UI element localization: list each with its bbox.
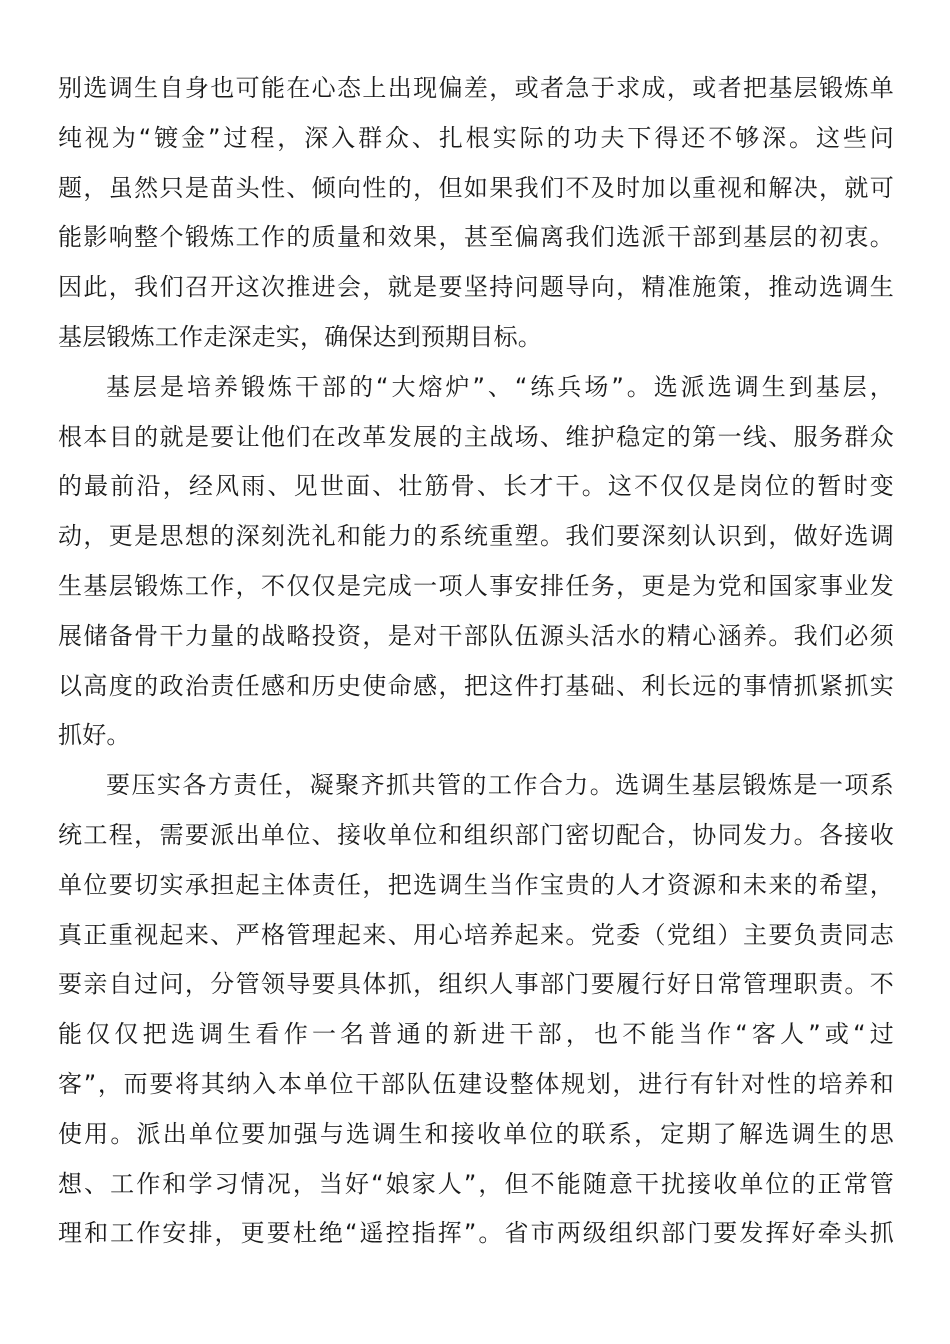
text-line: 纯视为“镀金”过程，深入群众、扎根实际的功夫下得还不够深。这些问 xyxy=(58,123,894,152)
text-line: 单位要切实承担起主体责任，把选调生当作宝贵的人才资源和未来的希望， xyxy=(58,870,894,899)
text-line: 题，虽然只是苗头性、倾向性的，但如果我们不及时加以重视和解决，就可 xyxy=(58,173,894,202)
text-line: 理和工作安排，更要杜绝“遥控指挥”。省市两级组织部门要发挥好牵头抓 xyxy=(58,1219,894,1248)
text-line: 真正重视起来、严格管理起来、用心培养起来。党委（党组）主要负责同志 xyxy=(58,920,894,949)
paragraph-1 xyxy=(58,64,894,363)
text-line: 能影响整个锻炼工作的质量和效果，甚至偏离我们选派干部到基层的初衷。 xyxy=(58,223,894,252)
text-line: 要亲自过问，分管领导要具体抓，组织人事部门要履行好日常管理职责。不 xyxy=(58,970,894,999)
text-line: 客”，而要将其纳入本单位干部队伍建设整体规划，进行有针对性的培养和 xyxy=(58,1069,894,1098)
text-line: 生基层锻炼工作，不仅仅是完成一项人事安排任务，更是为党和国家事业发 xyxy=(58,571,894,600)
text-line: 的最前沿，经风雨、见世面、壮筋骨、长才干。这不仅仅是岗位的暂时变 xyxy=(58,472,894,501)
text-line: 展储备骨干力量的战略投资，是对干部队伍源头活水的精心涵养。我们必须 xyxy=(58,621,894,650)
text-line: 因此，我们召开这次推进会，就是要坚持问题导向，精准施策，推动选调生 xyxy=(58,273,894,302)
paragraph-3 xyxy=(58,761,894,1259)
text-line: 以高度的政治责任感和历史使命感，把这件打基础、利长远的事情抓紧抓实 xyxy=(58,671,894,700)
text-line: 动，更是思想的深刻洗礼和能力的系统重塑。我们要深刻认识到，做好选调 xyxy=(58,522,894,551)
text-line: 要压实各方责任，凝聚齐抓共管的工作合力。选调生基层锻炼是一项系 xyxy=(106,771,894,800)
text-line: 基层是培养锻炼干部的“大熔炉”、“练兵场”。选派选调生到基层， xyxy=(106,372,894,401)
text-line: 能仅仅把选调生看作一名普通的新进干部，也不能当作“客人”或“过 xyxy=(58,1020,894,1049)
text-line: 根本目的就是要让他们在改革发展的主战场、维护稳定的第一线、服务群众 xyxy=(58,422,894,451)
text-line: 基层锻炼工作走深走实，确保达到预期目标。 xyxy=(58,322,542,351)
text-line: 使用。派出单位要加强与选调生和接收单位的联系，定期了解选调生的思 xyxy=(58,1119,894,1148)
text-line: 统工程，需要派出单位、接收单位和组织部门密切配合，协同发力。各接收 xyxy=(58,820,894,849)
text-line: 别选调生自身也可能在心态上出现偏差，或者急于求成，或者把基层锻炼单 xyxy=(58,74,894,102)
text-line: 抓好。 xyxy=(58,721,131,750)
document-page xyxy=(58,64,894,1259)
text-line: 想、工作和学习情况，当好“娘家人”，但不能随意干扰接收单位的正常管 xyxy=(58,1169,894,1198)
paragraph-2 xyxy=(58,363,894,761)
